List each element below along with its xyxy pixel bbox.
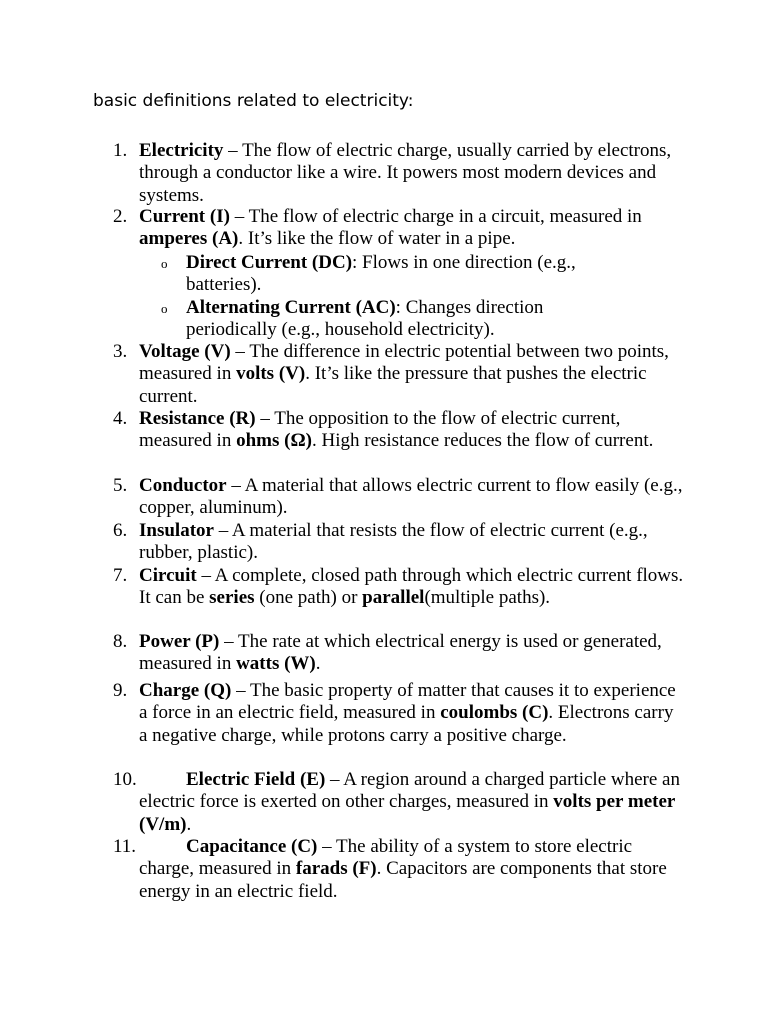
bold-term: Electricity xyxy=(139,140,224,161)
document-heading: basic definitions related to electricity: xyxy=(93,91,414,111)
bold-term: Current (I) xyxy=(139,206,230,227)
definition-text: – A region around a charged particle where an electric force is exerted on other charges, measured in xyxy=(139,769,680,813)
list-item xyxy=(0,769,768,836)
bold-term: volts (V) xyxy=(236,363,306,385)
definition-text: . xyxy=(315,653,321,675)
bold-term: farads (F) xyxy=(295,858,377,880)
bold-term: Circuit xyxy=(139,565,197,586)
list-item-text xyxy=(139,475,684,520)
list-item-text xyxy=(139,206,684,251)
list-item-text xyxy=(139,520,684,565)
bold-term: Capacitance (C) xyxy=(186,836,318,857)
list-number: 11. xyxy=(113,836,137,857)
bold-term: coulombs (C) xyxy=(440,702,549,724)
list-item xyxy=(0,206,768,251)
definition-text: – The flow of electric charge, usually carried by electrons, through a conductor like a wire. It powers most modern devices and systems. xyxy=(139,140,672,206)
bold-term: Resistance (R) xyxy=(139,408,256,429)
list-item-text xyxy=(139,631,684,676)
list-item-text xyxy=(139,565,684,610)
definition-text: . It’s like the flow of water in a pipe. xyxy=(238,228,516,250)
list-item-text xyxy=(139,680,684,747)
list-item-text xyxy=(139,140,684,207)
definition-text: : Flows in one direction (e.g., batteries). xyxy=(186,252,576,296)
list-item xyxy=(0,341,768,408)
sub-list-item xyxy=(0,297,768,342)
definition-text: . Capacitors are components that store energy in an electric field. xyxy=(139,858,667,902)
definition-text: – A material that resists the flow of electric current (e.g., rubber, plastic). xyxy=(139,520,648,564)
list-item xyxy=(0,140,768,207)
list-item xyxy=(0,475,768,520)
definition-text: . Electrons carry a negative charge, while protons carry a positive charge. xyxy=(139,702,674,746)
list-number: 7. xyxy=(113,565,128,586)
list-item-text xyxy=(139,769,684,836)
definition-text: (multiple paths). xyxy=(424,587,551,609)
definition-text: – The flow of electric charge in a circuit, measured in xyxy=(229,206,642,227)
bold-term: parallel xyxy=(362,587,425,609)
definition-text: – The ability of a system to store electric charge, measured in xyxy=(139,836,633,880)
list-item xyxy=(0,520,768,565)
list-item-text xyxy=(139,341,684,408)
definition-text: : Changes direction periodically (e.g., household electricity). xyxy=(186,297,544,341)
list-number: 3. xyxy=(113,341,128,362)
bold-term: Charge (Q) xyxy=(139,680,232,701)
list-item-text xyxy=(139,408,684,453)
definition-text: – The opposition to the flow of electric current, measured in xyxy=(139,408,621,452)
list-number: 6. xyxy=(113,520,128,541)
bold-term: Voltage (V) xyxy=(139,341,231,362)
bold-term: Electric Field (E) xyxy=(186,769,326,790)
bold-term: watts (W) xyxy=(236,653,316,675)
list-number: 4. xyxy=(113,408,128,429)
bold-term: Power (P) xyxy=(139,631,220,652)
sub-list-item-text xyxy=(186,252,626,297)
bold-term: Conductor xyxy=(139,475,227,496)
bold-term: Direct Current (DC) xyxy=(186,252,353,273)
list-number: 10. xyxy=(113,769,137,790)
list-item xyxy=(0,631,768,676)
definition-text: . High resistance reduces the flow of current. xyxy=(312,430,654,452)
definition-text: – A complete, closed path through which electric current flows. It can be xyxy=(139,565,684,609)
bold-term: series xyxy=(209,587,255,609)
definition-text: . xyxy=(186,813,192,835)
bold-term: Alternating Current (AC) xyxy=(186,297,396,318)
sub-list-item-text xyxy=(186,297,626,342)
list-item xyxy=(0,565,768,610)
bullet-marker: o xyxy=(161,301,168,316)
list-item xyxy=(0,408,768,453)
definition-text: . It’s like the pressure that pushes the electric current. xyxy=(139,363,647,407)
bold-term: ohms (Ω) xyxy=(236,430,312,452)
list-number: 8. xyxy=(113,631,128,652)
bold-term: volts per meter (V/m) xyxy=(139,791,675,835)
definition-text: – A material that allows electric current to flow easily (e.g., copper, aluminum). xyxy=(139,475,683,519)
definition-text: – The rate at which electrical energy is used or generated, measured in xyxy=(139,631,662,675)
bold-term: amperes (A) xyxy=(139,228,239,250)
list-item xyxy=(0,836,768,903)
list-number: 5. xyxy=(113,475,128,496)
bold-term: Insulator xyxy=(139,520,214,541)
definition-text: – The difference in electric potential between two points, measured in xyxy=(139,341,669,385)
list-number: 1. xyxy=(113,140,128,161)
definition-text: – The basic property of matter that causes it to experience a force in an electric field, measured in xyxy=(139,680,676,724)
bullet-marker: o xyxy=(161,256,168,271)
list-item xyxy=(0,680,768,747)
definition-text: (one path) or xyxy=(254,587,363,609)
sub-list-item xyxy=(0,252,768,297)
list-item-text xyxy=(139,836,684,903)
list-number: 2. xyxy=(113,206,128,227)
list-number: 9. xyxy=(113,680,128,701)
